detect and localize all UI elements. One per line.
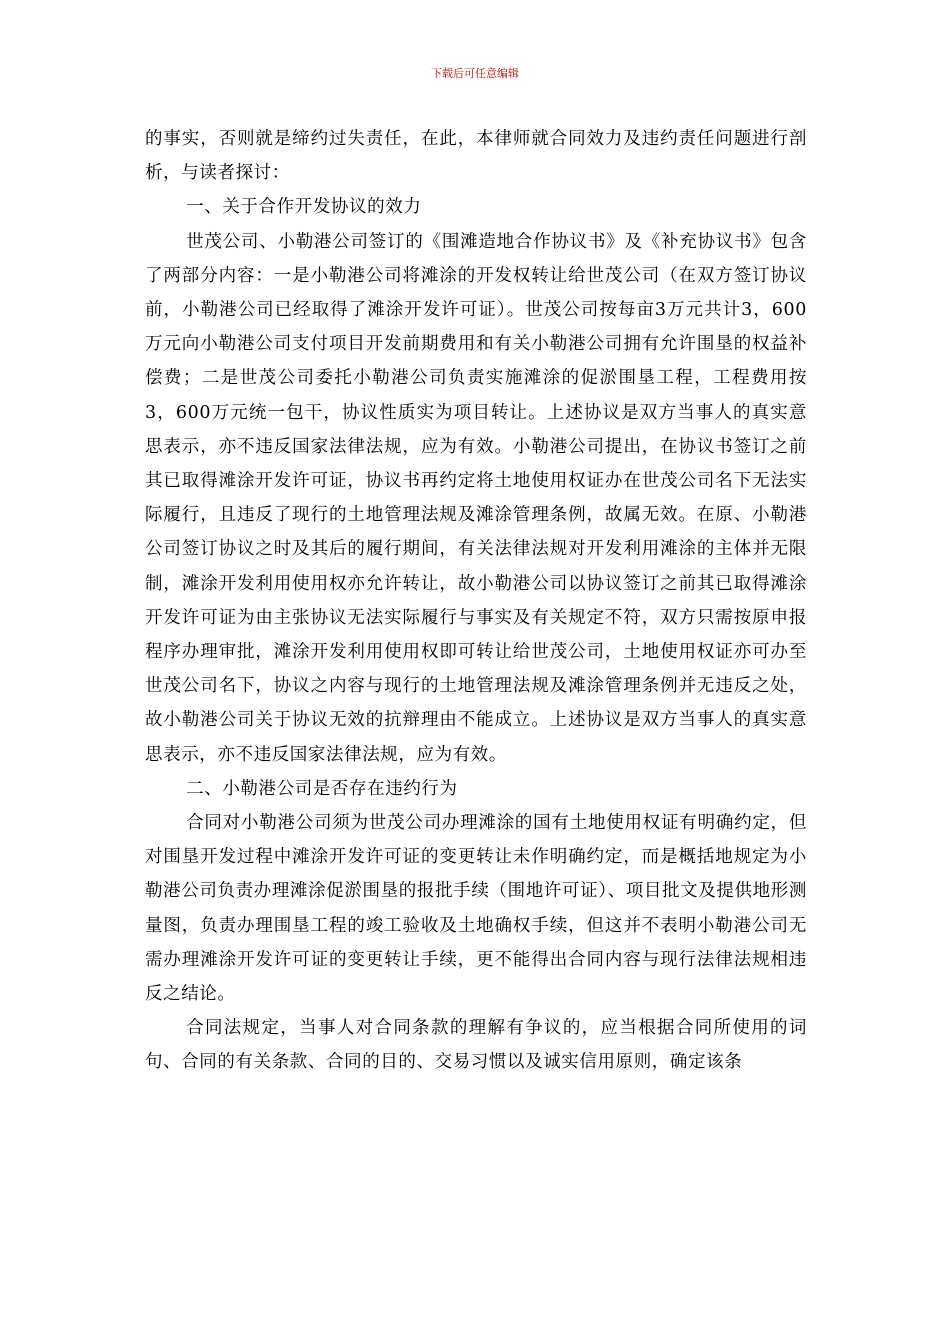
section-heading-1: 一、关于合作开发协议的效力	[186, 197, 422, 218]
paragraph-continuation: 的事实，否则就是缔约过失责任，在此，本律师就合同效力及违约责任问题进行剖析，与读者探讨：	[145, 129, 807, 184]
document-body	[145, 122, 807, 1080]
page-header-note: 下载后可任意编辑	[431, 67, 519, 80]
section-heading-2: 二、小勒港公司是否存在违约行为	[186, 778, 458, 799]
paragraph-agreement-validity: 世茂公司、小勒港公司签订的《围滩造地合作协议书》及《补充协议书》包含了两部分内容：一是小勒港公司将滩涂的开发权转让给世茂公司（在双方签订协议前，小勒港公司已经取得了滩涂开发许可证）。世茂公司按每亩3万元共计3，600万元向小勒港公司支付项目开发前期费用和有关小勒港公司拥有允许围垦的权益补偿费；二是世茂公司委托小勒港公司负责实施滩涂的促淤围垦工程，工程费用按3，600万元统一包干，协议性质实为项目转让。上述协议是双方当事人的真实意思表示，亦不违反国家法律法规，应为有效。小勒港公司提出，在协议书签订之前其已取得滩涂开发许可证，协议书再约定将土地使用权证办在世茂公司名下无法实际履行，且违反了现行的土地管理法规及滩涂管理条例，故属无效。在原、小勒港公司签订协议之时及其后的履行期间，有关法律法规对开发利用滩涂的主体并无限制，滩涂开发利用使用权亦允许转让，故小勒港公司以协议签订之前其已取得滩涂开发许可证为由主张协议无法实际履行与事实及有关规定不符，双方只需按原申报程序办理审批，滩涂开发利用使用权即可转让给世茂公司，土地使用权证亦可办至世茂公司名下，协议之内容与现行的土地管理法规及滩涂管理条例并无违反之处，故小勒港公司关于协议无效的抗辩理由不能成立。上述协议是双方当事人的真实意思表示，亦不违反国家法律法规，应为有效。	[145, 231, 807, 765]
paragraph-breach-analysis: 合同对小勒港公司须为世茂公司办理滩涂的国有土地使用权证有明确约定，但对围垦开发过程中滩涂开发许可证的变更转让未作明确约定，而是概括地规定为小勒港公司负责办理滩涂促淤围垦的报批手续（围地许可证）、项目批文及提供地形测量图，负责办理围垦工程的竣工验收及土地确权手续，但这并不表明小勒港公司无需办理滩涂开发许可证的变更转让手续，更不能得出合同内容与现行法律法规相违反之结论。	[145, 813, 807, 1005]
paragraph-contract-law: 合同法规定，当事人对合同条款的理解有争议的，应当根据合同所使用的词句、合同的有关条款、合同的目的、交易习惯以及诚实信用原则，确定该条	[145, 1018, 807, 1073]
